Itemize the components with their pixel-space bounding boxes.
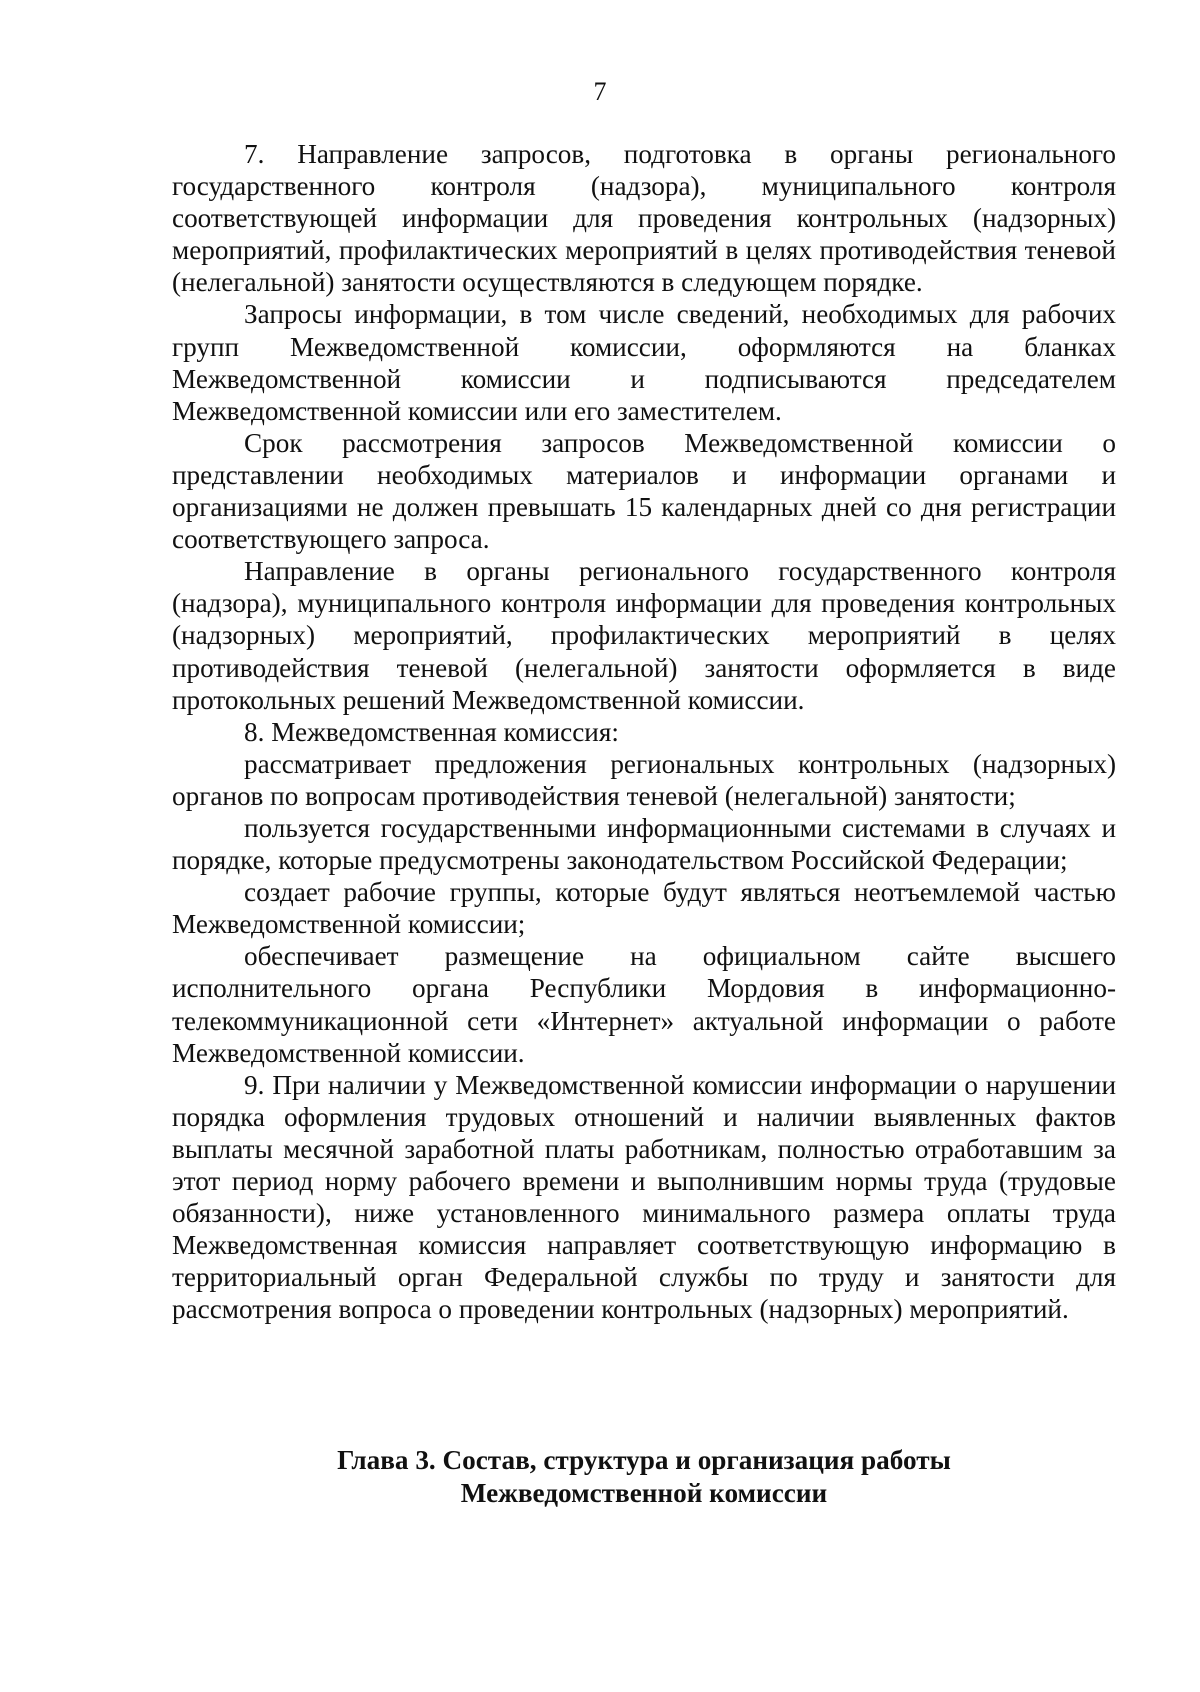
paragraph-7-requests: 7. Направление запросов, подготовка в органы регионального государственного контроля (надзора), муниципального контроля соответствующей информации для проведения контрольных (надзорных) мероприятий, профилактических мероприятий в целях противодействия теневой (нелегальной) занятости осуществляются в следующем порядке.: [172, 139, 1116, 298]
document-body: [172, 138, 1116, 1325]
paragraph-review-deadline: Срок рассмотрения запросов Межведомственной комиссии о представлении необходимых материалов и информации органами и организациями не должен превышать 15 календарных дней со дня регистрации соответствующего запроса.: [172, 427, 1116, 555]
list-item-uses-systems: пользуется государственными информационными системами в случаях и порядке, которые предусмотрены законодательством Российской Федерации;: [172, 812, 1116, 876]
paragraph-8-commission: 8. Межведомственная комиссия:: [244, 716, 619, 747]
chapter-heading: [172, 1444, 1116, 1509]
chapter-heading-line-2: Межведомственной комиссии: [460, 1477, 828, 1508]
list-item-publishes-info: обеспечивает размещение на официальном сайте высшего исполнительного органа Республики Мордовия в информационно-телекоммуникационной сети «Интернет» актуальной информации о работе Межведомственной комиссии.: [172, 941, 1116, 1068]
page-number: 7: [593, 77, 607, 106]
paragraph-9-violations: 9. При наличии у Межведомственной комиссии информации о нарушении порядка оформления трудовых отношений и наличии выявленных фактов выплаты месячной заработной платы работникам, полностью отработавшим за этот период норму рабочего времени и выполнившим нормы труда (трудовые обязанности), ниже установленного минимального размера оплаты труда Межведомственная комиссия направляет соответствующую информацию в территориальный орган Федеральной службы по труду и занятости для рассмотрения вопроса о проведении контрольных (надзорных) мероприятий.: [172, 1069, 1116, 1325]
list-item-creates-groups: создает рабочие группы, которые будут являться неотъемлемой частью Межведомственной комиссии;: [172, 877, 1116, 940]
paragraph-protocol-decisions: Направление в органы регионального государственного контроля (надзора), муниципального контроля информации для проведения контрольных (надзорных) мероприятий, профилактических мероприятий в целях противодействия теневой (нелегальной) занятости оформляется в виде протокольных решений Межведомственной комиссии.: [172, 556, 1116, 715]
chapter-heading-line-1: Глава 3. Состав, структура и организация работы: [337, 1445, 951, 1475]
paragraph-requests-forms: Запросы информации, в том числе сведений, необходимых для рабочих групп Межведомственной комиссии, оформляются на бланках Межведомственной комиссии и подписываются председателем Межведомственной комиссии или его заместителем.: [172, 299, 1116, 426]
list-item-reviews-proposals: рассматривает предложения региональных контрольных (надзорных) органов по вопросам противодействия теневой (нелегальной) занятости;: [172, 748, 1116, 811]
